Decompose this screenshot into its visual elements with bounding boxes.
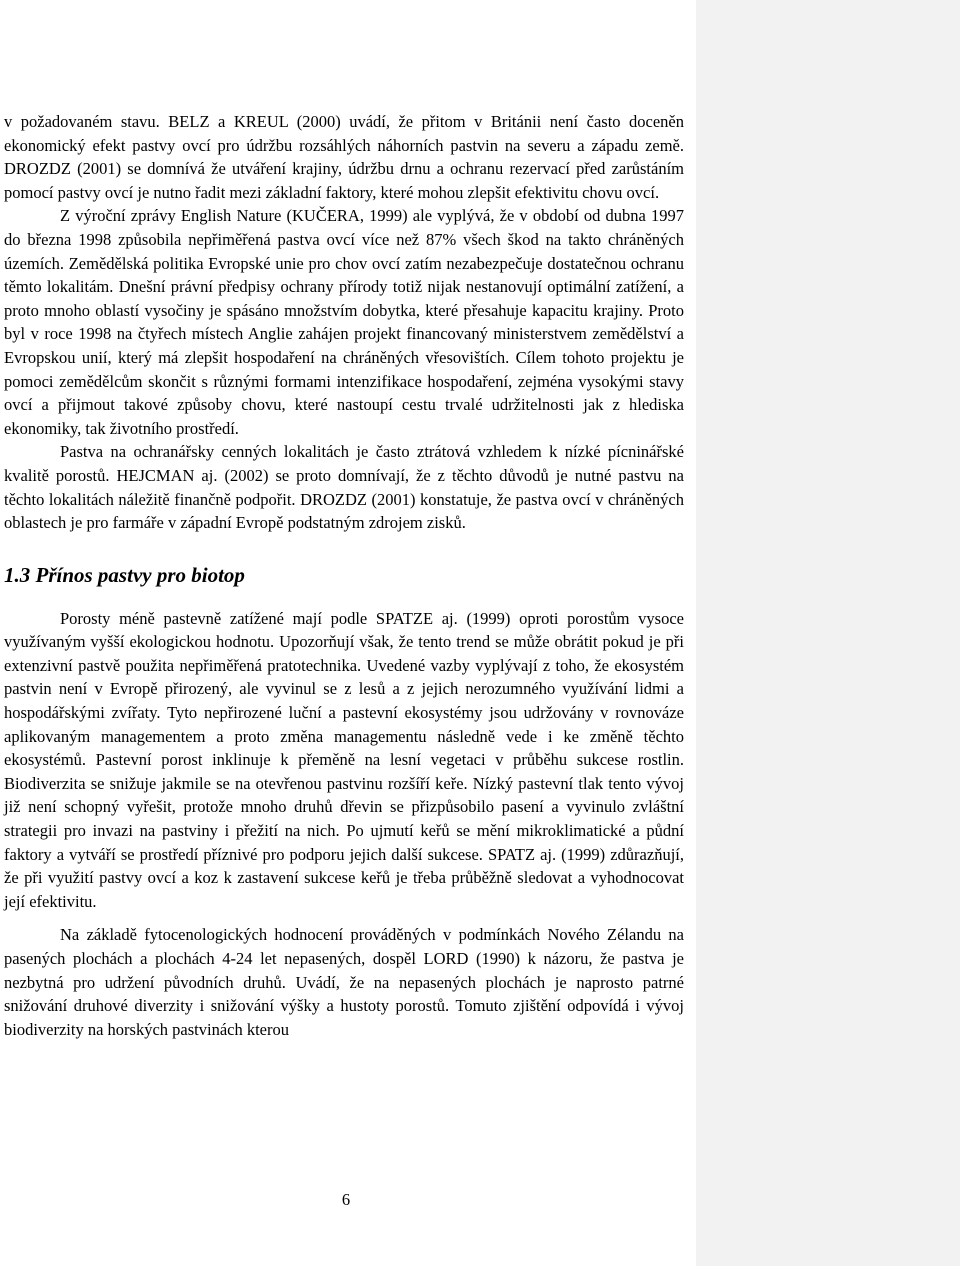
paragraph-4: Porosty méně pastevně zatížené mají podle SPATZE aj. (1999) oproti porostům vysoce využívaným vyšší ekologickou hodnotu. Upozorňují však, že tento trend se může obrátit pokud je při extenzivní pastvě použita nepřiměřená pratotechnika. Uvedené vazby vyplývají z toho, že ekosystém pastvin není v Evropě přirozený, ale vyvinul se z lesů a z jejich nerozumného využívání lidmi a hospodářskými zvířaty. Tyto nepřirozené luční a pastevní ekosystémy jsou udržovány v rovnováze aplikovaným managementem a proto změna managementu následně vede i ke změně těchto ekosystémů. Pastevní porost inklinuje k přeměně na lesní vegetaci v průběhu sukcese rostlin. Biodiverzita se snižuje jakmile se na otevřenou pastvinu rozšíří keře. Nízký pastevní tlak tento vývoj již není schopný vyřešit, protože mnoho druhů dřevin se přizpůsobilo pasení a vyvinulo zvláštní strategii pro invazi na pastviny i přežití na nich. Po ujmutí keřů se mění mikroklimatické a půdní faktory a vytváří se prostředí příznivé pro podporu jejich další sukcese. SPATZ aj. (1999) zdůrazňují, že při využití pastvy ovcí a koz k zastavení sukcese keřů je třeba průběžně sledovat a vyhodnocovat její efektivitu. xyxy=(4,608,684,911)
section-heading: 1.3 Přínos pastvy pro biotop xyxy=(4,562,245,587)
comment-margin-panel xyxy=(696,0,960,1266)
paragraph-2: Z výroční zprávy English Nature (KUČERA, 1999) ale vyplývá, že v období od dubna 1997 do března 1998 způsobila nepřiměřená pastva ovcí více než 87% všech škod na takto chráněných územích. Zemědělská politika Evropské unie pro chov ovcí zatím nezabezpečuje dostatečnou ochranu těmto lokalitám. Dnešní právní předpisy ochrany přírody totiž nijak nestanovují optimální zatížení, a proto mnoho oblastí vysočiny je spásáno množstvím dobytka, které přesahuje kapacitu krajiny. Proto byl v roce 1998 na čtyřech místech Anglie zahájen projekt financovaný ministerstvem zemědělství a Evropskou unií, který má zlepšit hospodaření na chráněných vřesovištích. Cílem tohoto projektu je pomoci zemědělcům skončit s různými formami intenzifikace hospodaření, zejména vysokými stavy ovcí a přijmout takové způsoby chovu, které nastoupí cestu trvalé udržitelnosti jak z hlediska ekonomiky, tak životního prostředí. xyxy=(4,206,684,438)
document-page xyxy=(4,110,684,1041)
page-number: 6 xyxy=(341,1190,351,1209)
paragraph-5: Na základě fytocenologických hodnocení prováděných v podmínkách Nového Zélandu na pasených plochách a plochách 4-24 let nepasených, dospěl LORD (1990) k názoru, že pastva je nezbytná pro udržení původních druhů. Uvádí, že na nepasených plochách je naprosto patrné snižování druhové diverzity i snižování výšky a hustoty porostů. Tomuto zjištění odpovídá i vývoj biodiverzity na horských pastvinách kterou xyxy=(4,925,684,1039)
paragraph-3: Pastva na ochranářsky cenných lokalitách je často ztrátová vzhledem k nízké pícninářské kvalitě porostů. HEJCMAN aj. (2002) se proto domnívají, že z těchto důvodů je nutné pastvu na těchto lokalitách náležitě finančně podpořit. DROZDZ (2001) konstatuje, že pastva ovcí v chráněných oblastech je pro farmáře v západní Evropě podstatným zdrojem zisků. xyxy=(4,442,684,533)
paragraph-1: v požadovaném stavu. BELZ a KREUL (2000) uvádí, že přitom v Británii není často doceněn ekonomický efekt pastvy ovcí pro údržbu rozsáhlých náhorních pastvin na severu a západu země. DROZDZ (2001) se domnívá že utváření krajiny, údržbu drnu a ochranu rezervací před zarůstáním pomocí pastvy ovcí je nutno řadit mezi základní faktory, které mohou zlepšit efektivitu chovu ovcí. xyxy=(4,112,684,202)
